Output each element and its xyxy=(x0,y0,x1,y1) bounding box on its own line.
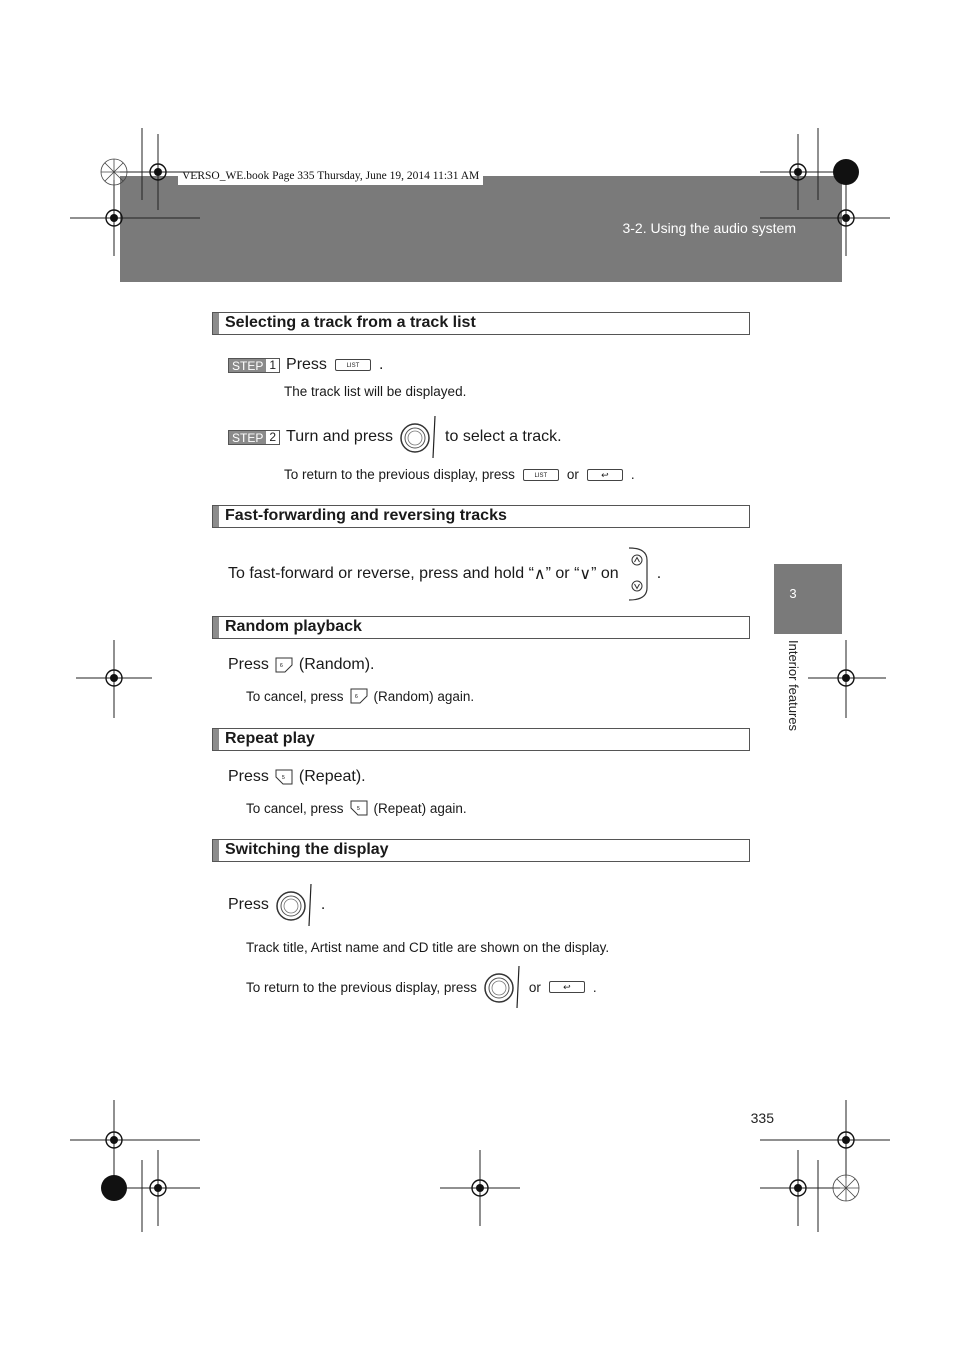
svg-text:6: 6 xyxy=(279,663,283,669)
step1-badge: STEP 1 xyxy=(228,358,280,373)
section-heading-text: Repeat play xyxy=(225,730,315,747)
page-number: 335 xyxy=(750,1110,774,1126)
down-glyph: ∨ xyxy=(579,566,592,583)
step1-note: The track list will be displayed. xyxy=(284,384,467,399)
svg-text:6: 6 xyxy=(354,694,358,700)
repeat-cancel-note: To cancel, press 5 (Repeat) again. xyxy=(246,800,467,816)
chapter-tab-title: Interior features xyxy=(786,640,801,732)
print-stamp: VERSO_WE.book Page 335 Thursday, June 19, 2014 11:31 AM xyxy=(178,167,483,185)
section-heading-text: Switching the display xyxy=(225,841,389,858)
step2-badge: STEP 2 xyxy=(228,430,280,445)
random-cancel-note: To cancel, press 6 (Random) again. xyxy=(246,688,475,704)
svg-text:5: 5 xyxy=(356,806,360,812)
chapter-tab-number: 3 xyxy=(789,586,797,601)
fast-forward-line: To fast-forward or reverse, press and hold “ ∧ ” or “ ∨ ” on . xyxy=(228,546,661,602)
display-line: Press . xyxy=(228,882,325,928)
list-button-icon: LIST xyxy=(523,469,559,481)
step2-note: To return to the previous display, press LIST or ↩ . xyxy=(284,467,635,482)
random-line: Press 6 (Random). xyxy=(228,656,375,673)
svg-text:5: 5 xyxy=(281,775,285,781)
back-button-icon: ↩ xyxy=(549,981,585,993)
display-note-1: Track title, Artist name and CD title are shown on the display. xyxy=(246,940,610,955)
section-heading-text: Fast-forwarding and reversing tracks xyxy=(225,507,507,524)
step2-line: STEP 2 Turn and press to select a track. xyxy=(228,414,562,460)
section-heading-text: Random playback xyxy=(225,618,362,635)
repeat-line: Press 5 (Repeat). xyxy=(228,768,366,785)
back-button-icon: ↩ xyxy=(587,469,623,481)
up-glyph: ∧ xyxy=(533,566,546,583)
step1-line: STEP 1 Press LIST . xyxy=(228,356,383,374)
list-button-icon: LIST xyxy=(335,359,371,371)
section-heading-text: Selecting a track from a track list xyxy=(225,314,476,331)
header-section-title: 3-2. Using the audio system xyxy=(622,220,796,236)
display-note-2: To return to the previous display, press or ↩ . xyxy=(246,964,597,1010)
